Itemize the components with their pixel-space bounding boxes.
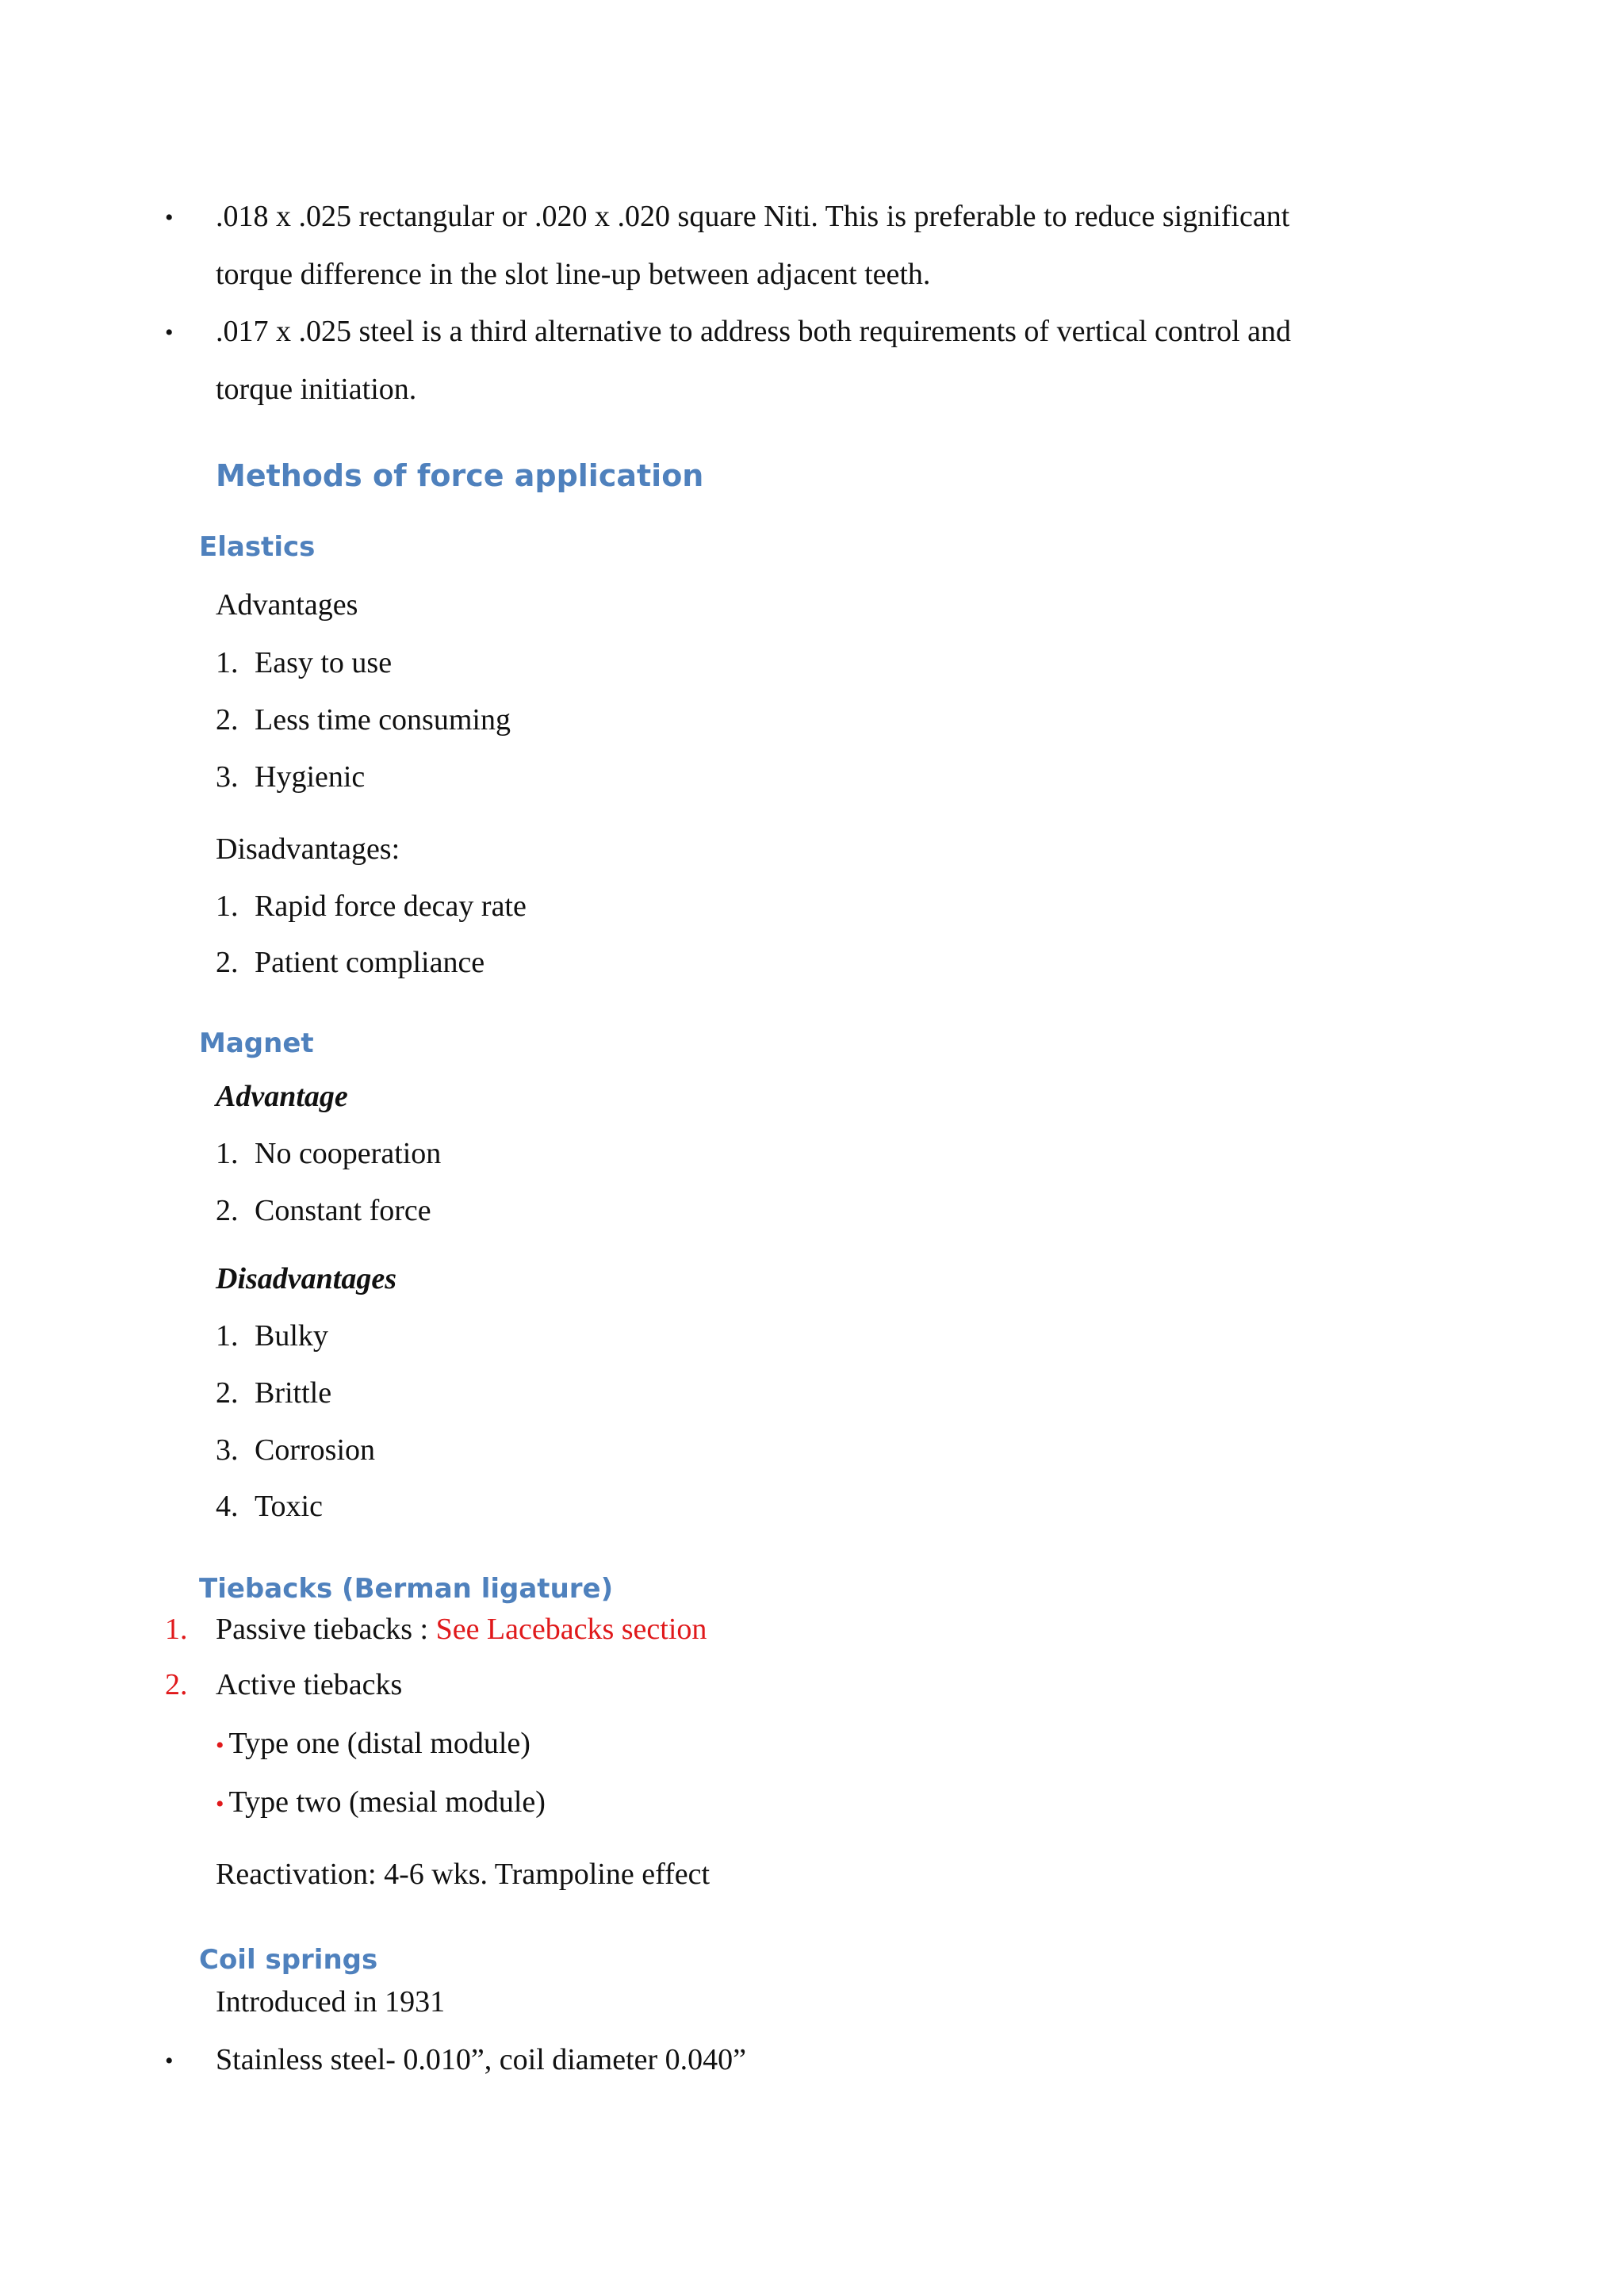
coil-springs-heading: Coil springs (199, 1944, 378, 1976)
list-number: 2. (216, 703, 239, 737)
magnet-advantage-label: Advantage (216, 1080, 348, 1113)
sub-list-item (216, 1787, 546, 1817)
sub-list-item-text: Type two (mesial module) (228, 1785, 546, 1819)
list-item-text: Passive tiebacks : (216, 1613, 436, 1646)
lacebacks-link[interactable]: See Lacebacks section (435, 1613, 707, 1646)
list-number: 2. (165, 1668, 188, 1701)
list-number: 4. (216, 1490, 239, 1523)
list-item: Easy to use (255, 646, 393, 679)
red-bullet-icon: • (216, 1732, 224, 1758)
reactivation-text: Reactivation: 4-6 wks. Trampoline effect (216, 1858, 710, 1891)
list-item (216, 1614, 707, 1644)
list-number: 3. (216, 1433, 239, 1467)
red-bullet-icon: • (216, 1791, 224, 1817)
list-number: 2. (216, 1194, 239, 1227)
list-item: Toxic (255, 1490, 323, 1523)
elastics-advantages-label: Advantages (216, 588, 358, 622)
list-number: 2. (216, 1376, 239, 1410)
list-item: Less time consuming (255, 703, 511, 737)
list-item: Brittle (255, 1376, 332, 1410)
bullet-marker: • (165, 320, 174, 346)
section-title: Methods of force application (216, 458, 704, 493)
intro-bullet-1-line-1: .018 x .025 rectangular or .020 x .020 square Niti. This is preferable to reduce significant (216, 200, 1290, 233)
bullet-marker: • (165, 2048, 174, 2074)
list-number: 2. (216, 946, 239, 979)
intro-bullet-2-line-1: .017 x .025 steel is a third alternative to address both requirements of vertical control and (216, 315, 1291, 348)
magnet-disadvantages-label: Disadvantages (216, 1262, 396, 1295)
list-item: Bulky (255, 1319, 328, 1353)
elastics-disadvantages-label: Disadvantages: (216, 832, 400, 866)
sub-list-item (216, 1728, 530, 1758)
list-item: Patient compliance (255, 946, 485, 979)
list-number: 1. (216, 890, 239, 923)
intro-bullet-1-line-2: torque difference in the slot line-up between adjacent teeth. (216, 258, 931, 291)
list-item: Hygienic (255, 760, 366, 794)
list-item: Corrosion (255, 1433, 375, 1467)
coil-springs-intro: Introduced in 1931 (216, 1985, 446, 2019)
list-number: 1. (165, 1613, 188, 1646)
list-number: 1. (216, 646, 239, 679)
list-item: Constant force (255, 1194, 431, 1227)
list-item: Active tiebacks (216, 1668, 403, 1701)
list-number: 1. (216, 1319, 239, 1353)
sub-list-item-text: Type one (distal module) (228, 1727, 530, 1760)
bullet-marker: • (165, 205, 174, 231)
list-number: 3. (216, 760, 239, 794)
list-item: No cooperation (255, 1137, 442, 1170)
tiebacks-heading: Tiebacks (Berman ligature) (199, 1573, 614, 1605)
list-item: Rapid force decay rate (255, 890, 527, 923)
list-number: 1. (216, 1137, 239, 1170)
intro-bullet-2-line-2: torque initiation. (216, 373, 417, 406)
magnet-heading: Magnet (199, 1027, 314, 1059)
coil-springs-bullet: Stainless steel- 0.010”, coil diameter 0.040” (216, 2043, 747, 2076)
elastics-heading: Elastics (199, 531, 316, 563)
